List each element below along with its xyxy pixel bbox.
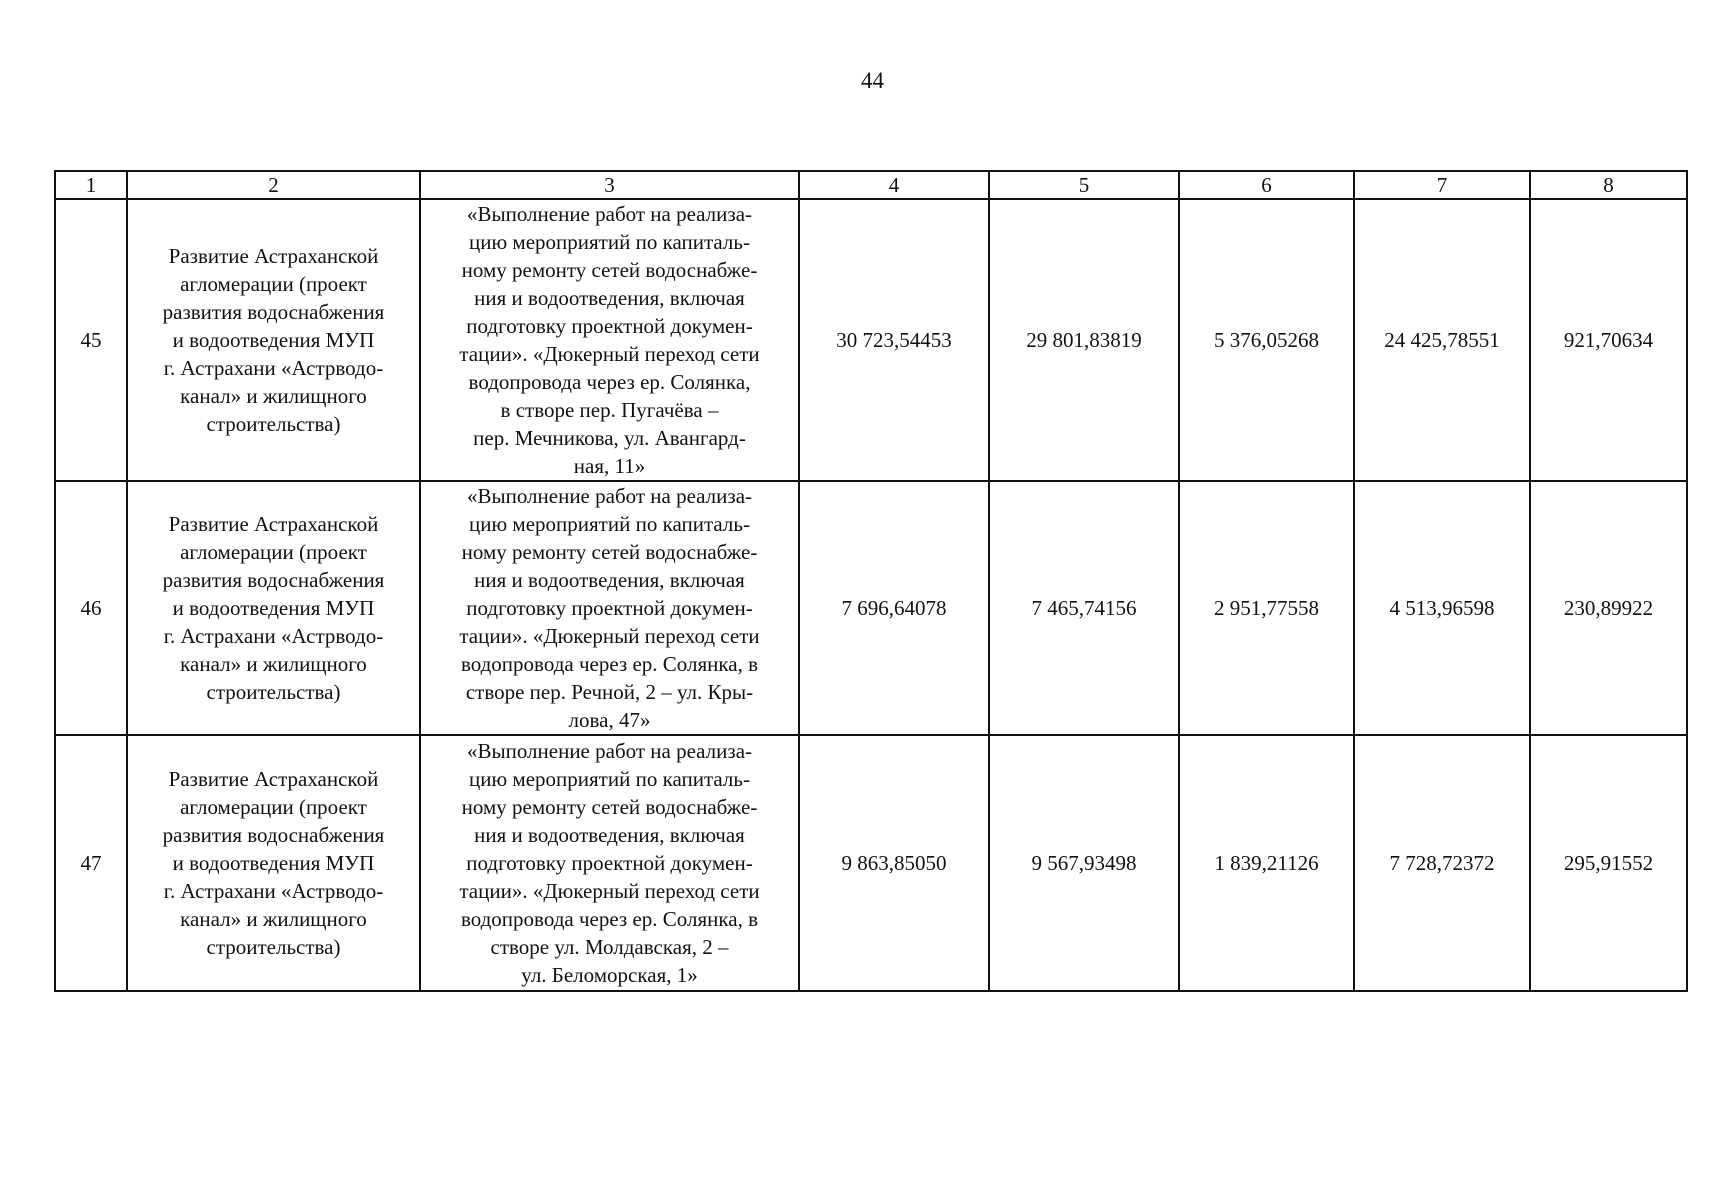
description-line: цию мероприятий по капиталь- [469, 512, 750, 536]
amount-cell-col6: 1 839,21126 [1179, 735, 1354, 991]
column-header: 7 [1354, 171, 1530, 199]
description-line: тации». «Дюкерный переход сети [459, 342, 760, 366]
amount-cell-col4: 9 863,85050 [799, 735, 989, 991]
description-line: тации». «Дюкерный переход сети [459, 879, 760, 903]
budget-table [54, 170, 1688, 992]
project-name-cell [127, 481, 420, 735]
amount-cell-col5: 7 465,74156 [989, 481, 1179, 735]
project-name-line: канал» и жилищного [180, 652, 367, 676]
description-line: подготовку проектной докумен- [466, 314, 753, 338]
row-number: 46 [55, 481, 127, 735]
project-name-line: строительства) [206, 680, 341, 704]
description-line: створе ул. Молдавская, 2 – [490, 935, 729, 959]
project-name-line: агломерации (проект [180, 795, 367, 819]
description-line: «Выполнение работ на реализа- [466, 484, 753, 508]
column-header: 2 [127, 171, 420, 199]
project-name-line: г. Астрахани «Астрводо- [163, 879, 384, 903]
project-name-cell [127, 199, 420, 481]
description-line: подготовку проектной докумен- [466, 851, 753, 875]
description-line: «Выполнение работ на реализа- [466, 202, 753, 226]
amount-cell-col8: 295,91552 [1530, 735, 1687, 991]
project-name-line: Развитие Астраханской [168, 512, 379, 536]
project-name-line: агломерации (проект [180, 272, 367, 296]
project-name-line: развития водоснабжения [162, 823, 385, 847]
amount-cell-col7: 7 728,72372 [1354, 735, 1530, 991]
description-line: ному ремонту сетей водоснабже- [461, 795, 758, 819]
project-name-cell [127, 735, 420, 991]
project-name-line: Развитие Астраханской [168, 767, 379, 791]
work-description-cell [420, 481, 799, 735]
table-row [55, 199, 1687, 481]
amount-cell-col4: 30 723,54453 [799, 199, 989, 481]
amount-cell-col7: 4 513,96598 [1354, 481, 1530, 735]
description-line: ния и водоотведения, включая [474, 568, 745, 592]
amount-cell-col7: 24 425,78551 [1354, 199, 1530, 481]
project-name-line: Развитие Астраханской [168, 244, 379, 268]
row-number: 45 [55, 199, 127, 481]
column-header: 8 [1530, 171, 1687, 199]
description-line: цию мероприятий по капиталь- [469, 767, 750, 791]
description-line: ния и водоотведения, включая [474, 286, 745, 310]
row-number: 47 [55, 735, 127, 991]
column-header: 4 [799, 171, 989, 199]
description-line: ул. Беломорская, 1» [521, 963, 698, 987]
project-name-line: г. Астрахани «Астрводо- [163, 356, 384, 380]
description-line: подготовку проектной докумен- [466, 596, 753, 620]
table-row [55, 735, 1687, 991]
description-line: ния и водоотведения, включая [474, 823, 745, 847]
amount-cell-col5: 9 567,93498 [989, 735, 1179, 991]
project-name-line: развития водоснабжения [162, 300, 385, 324]
description-line: водопровода через ер. Солянка, [468, 370, 751, 394]
project-name-line: строительства) [206, 412, 341, 436]
description-line: ному ремонту сетей водоснабже- [461, 258, 758, 282]
column-header: 5 [989, 171, 1179, 199]
work-description-cell [420, 735, 799, 991]
description-line: водопровода через ер. Солянка, в [460, 907, 759, 931]
project-name-line: строительства) [206, 935, 341, 959]
table-row [55, 481, 1687, 735]
amount-cell-col6: 5 376,05268 [1179, 199, 1354, 481]
project-name-line: развития водоснабжения [162, 568, 385, 592]
description-line: тации». «Дюкерный переход сети [459, 624, 760, 648]
project-name-line: агломерации (проект [180, 540, 367, 564]
column-header: 6 [1179, 171, 1354, 199]
description-line: ная, 11» [573, 454, 646, 478]
amount-cell-col8: 921,70634 [1530, 199, 1687, 481]
project-name-line: и водоотведения МУП [172, 328, 375, 352]
description-line: «Выполнение работ на реализа- [466, 739, 753, 763]
description-line: водопровода через ер. Солянка, в [460, 652, 759, 676]
work-description-cell [420, 199, 799, 481]
project-name-line: и водоотведения МУП [172, 851, 375, 875]
page-number: 44 [861, 68, 884, 93]
amount-cell-col4: 7 696,64078 [799, 481, 989, 735]
amount-cell-col5: 29 801,83819 [989, 199, 1179, 481]
column-number-row [55, 171, 1687, 199]
description-line: в створе пер. Пугачёва – [500, 398, 719, 422]
description-line: цию мероприятий по капиталь- [469, 230, 750, 254]
column-header: 3 [420, 171, 799, 199]
description-line: створе пер. Речной, 2 – ул. Кры- [465, 680, 754, 704]
column-header: 1 [55, 171, 127, 199]
description-line: лова, 47» [568, 708, 651, 732]
amount-cell-col8: 230,89922 [1530, 481, 1687, 735]
amount-cell-col6: 2 951,77558 [1179, 481, 1354, 735]
project-name-line: канал» и жилищного [180, 907, 367, 931]
description-line: пер. Мечникова, ул. Авангард- [473, 426, 746, 450]
description-line: ному ремонту сетей водоснабже- [461, 540, 758, 564]
project-name-line: г. Астрахани «Астрводо- [163, 624, 384, 648]
project-name-line: канал» и жилищного [180, 384, 367, 408]
project-name-line: и водоотведения МУП [172, 596, 375, 620]
